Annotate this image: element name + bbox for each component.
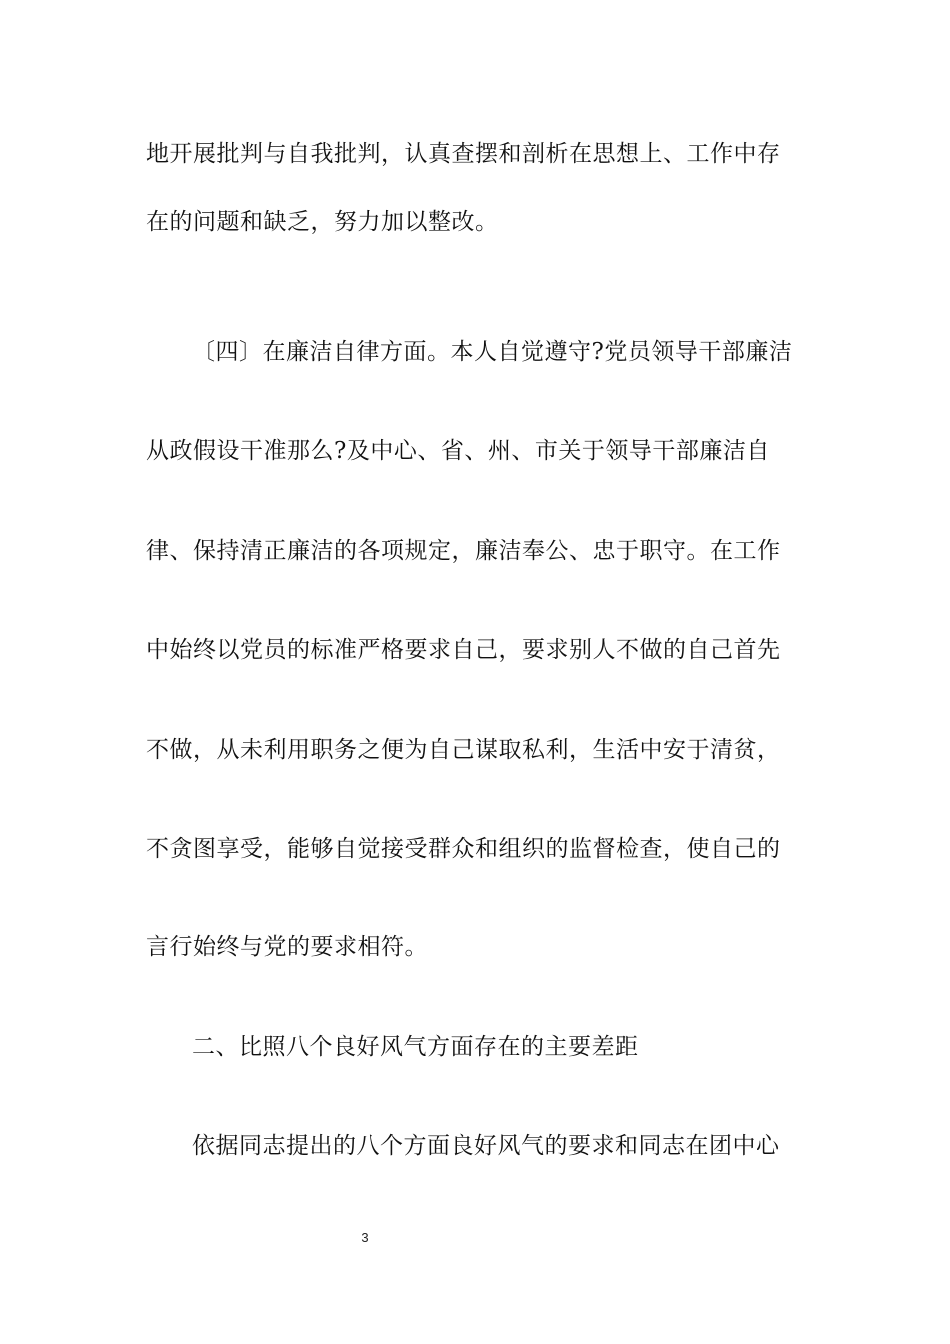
text-line-6: 中始终以党员的标准严格要求自己，要求别人不做的自己首先 [146, 637, 781, 663]
text-line-3: 〔四〕在廉洁自律方面。本人自觉遵守?党员领导干部廉洁 [192, 339, 793, 365]
text-line-9: 言行始终与党的要求相符。 [146, 934, 428, 960]
text-line-4: 从政假设干准那么?及中心、省、州、市关于领导干部廉洁自 [146, 438, 770, 464]
text-line-2: 在的问题和缺乏，努力加以整改。 [146, 209, 499, 235]
text-line-8: 不贪图享受，能够自觉接受群众和组织的监督检查，使自己的 [146, 836, 781, 862]
page-number: 3 [361, 1230, 369, 1245]
section-heading: 二、比照八个良好风气方面存在的主要差距 [192, 1034, 639, 1060]
text-line-1: 地开展批判与自我批判，认真查摆和剖析在思想上、工作中存 [146, 141, 781, 167]
text-line-5: 律、保持清正廉洁的各项规定，廉洁奉公、忠于职守。在工作 [146, 538, 781, 564]
text-line-11: 依据同志提出的八个方面良好风气的要求和同志在团中心 [192, 1133, 780, 1159]
text-line-7: 不做，从未利用职务之便为自己谋取私利，生活中安于清贫， [146, 737, 781, 763]
